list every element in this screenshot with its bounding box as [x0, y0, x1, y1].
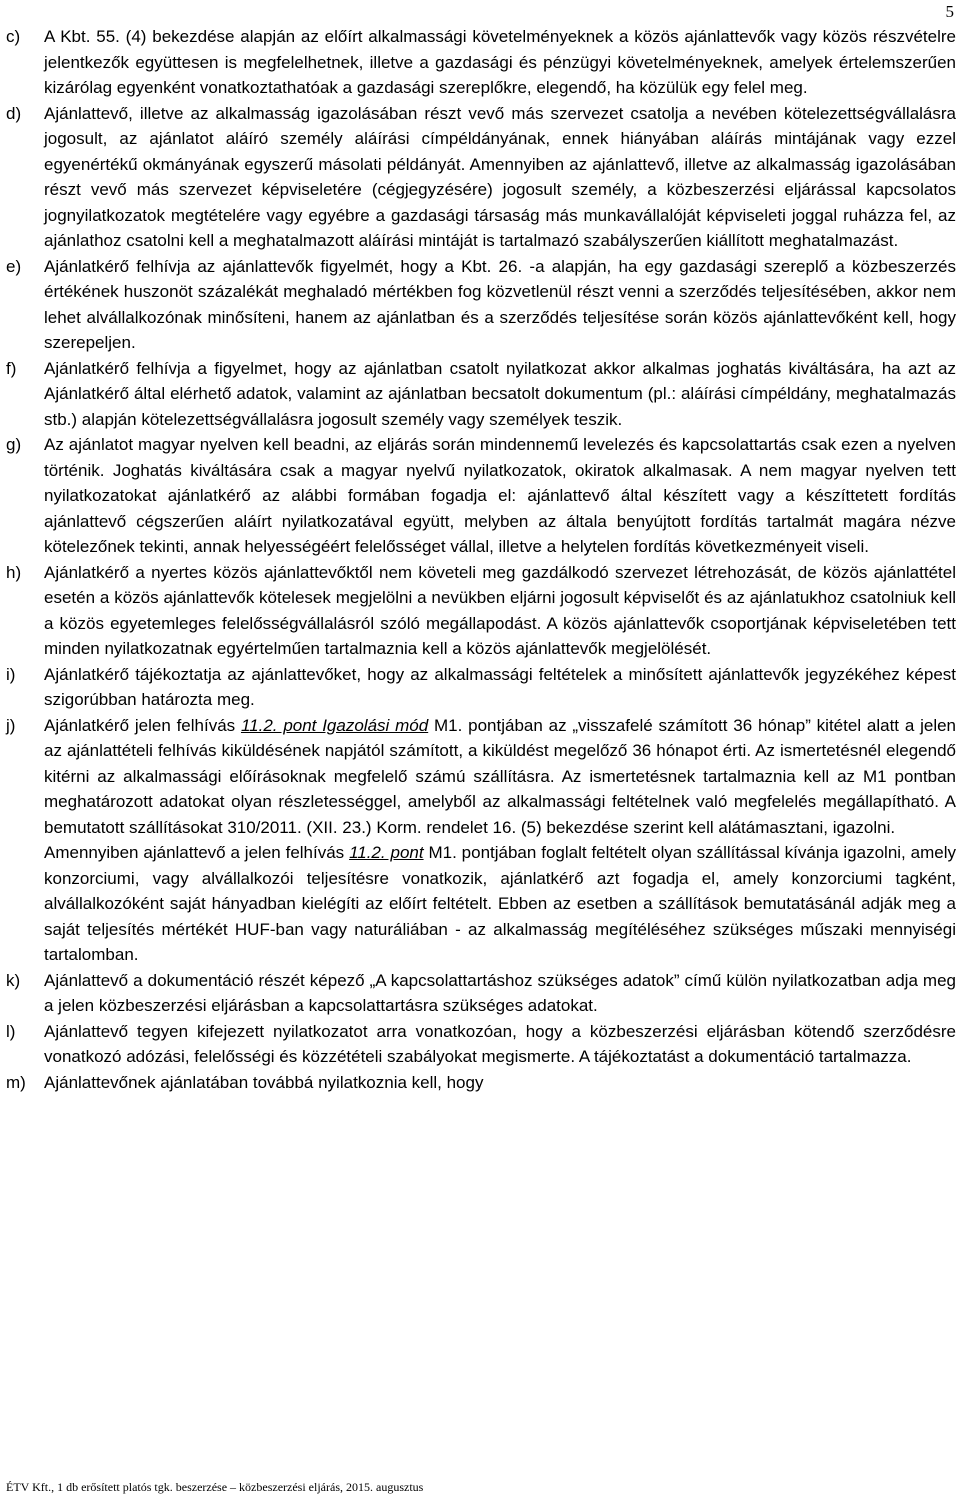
- section-reference-link: 11.2. pont: [349, 843, 424, 862]
- item-text: Ajánlatkérő felhívja az ajánlattevők figyelmét, hogy a Kbt. 26. -a alapján, ha egy gazdasági szereplő a közbeszerzés értékének huszonöt százalékát meghaladó mértékben fog közvetlenül részt venni a szerződés teljesítésében, akkor nem lehet alvállalkozónak minősíteni, hanem az ajánlatban és a szerződés teljesítése során közös ajánlattevőként kell, hogy szerepeljen.: [44, 256, 956, 352]
- item-text-part: Amennyiben ajánlattevő a jelen felhívás: [44, 843, 350, 862]
- item-text: A Kbt. 55. (4) bekezdése alapján az előírt alkalmassági követelményeknek a közös ajánlattevők vagy közös részvételre jelentkezők együttesen is megfelelhetnek, illetve a gazdasági és pénzügyi követelményeknek, amelyek értelemszerűen kizárólag egyenként vonatkoztathatóak a gazdasági szereplőkre, elegendő, ha közülük egy felel meg.: [44, 27, 956, 97]
- list-item-c: [6, 24, 956, 101]
- document-body: [6, 24, 956, 1095]
- item-label: d): [6, 103, 22, 123]
- page-number: 5: [945, 2, 954, 21]
- list-item-j-continuation: [6, 840, 956, 968]
- item-text-part: M1. pontjában az „visszafelé számított 36 hónap” kitétel alatt a jelen az ajánlattételi felhívás kiküldésének napjától számított, a kiküldést megelőző 36 hónapot érti. Az ismertetésnél elegendő kitérni az alkalmassági előírásoknak megfelelő számú szállításra. Az ismertetésnek tartalmaznia kell az M1 pontban meghatározott adatokat olyan részletességgel, amelyből az alkalmassági feltételnek való megfelelés megállapítható. A bemutatott szállításokat 310/2011. (XII. 23.) Korm. rendelet 16. (5) bekezdése szerint kell alátámasztani, igazolni.: [44, 715, 956, 837]
- item-text-part: Ajánlatkérő jelen felhívás: [44, 715, 241, 735]
- item-label: f): [6, 358, 17, 378]
- item-text-part: M1. pontjában foglalt feltételt olyan szállítással kívánja igazolni, amely konzorciumi, vagy alvállalkozói teljesítésre vonatkozik, ajánlatkérő azt fogadja el, amely konzorciumi tagként, alvállalkozóként saját hányadban kielégíti az előírt feltételt. Ebben az esetben a szállítások bemutatásánál adják meg a saját teljesítés mértékét HUF-ban vagy naturáliában - az alkalmasság megítéléséhez szükséges műszaki mennyiségi tartalomban.: [44, 843, 956, 964]
- item-label: c): [6, 27, 21, 46]
- item-label: g): [6, 435, 22, 454]
- list-item-j: [6, 713, 956, 841]
- list-item-e: [6, 254, 956, 356]
- section-reference-link: 11.2. pont Igazolási mód: [240, 715, 429, 735]
- item-label: l): [6, 1021, 16, 1041]
- list-item-h: [6, 560, 956, 662]
- item-text: Ajánlattevőnek ajánlatában továbbá nyilatkoznia kell, hogy: [44, 1072, 484, 1092]
- list-item-f: [6, 356, 956, 433]
- page-footer: ÉTV Kft., 1 db erősített platós tgk. beszerzése – közbeszerzési eljárás, 2015. augusztus: [6, 1480, 424, 1494]
- item-text: Ajánlattevő, illetve az alkalmasság igazolásában részt vevő más szervezet csatolja a nevében kötelezettségvállalásra jogosult, az ajánlatot aláíró személy aláírási címpéldányának, ennek hiányában aláírás mintájának vagy ezzel egyenértékű okmányának egyszerű másolati példányát. Amennyiben az ajánlattevő, illetve az alkalmasság igazolásában részt vevő más szervezet képviseletére (cégjegyzésére) jogosult személy, a közbeszerzési eljárással kapcsolatos jognyilatkozatok megtételére vagy egyébre a gazdasági társaság más munkavállalóját képviseleti joggal ruházza fel, az ajánlathoz csatolni kell a meghatalmazott aláírási mintáját is tartalmazó szabályszerűen kiállított meghatalmazást.: [44, 103, 956, 250]
- item-text: Ajánlatkérő tájékoztatja az ajánlattevőket, hogy az alkalmassági feltételek a minősített ajánlattevők jegyzékéhez képest szigorúbban határozta meg.: [44, 664, 956, 709]
- item-text: Ajánlatkérő a nyertes közös ajánlattevőktől nem követeli meg gazdálkodó szervezet létrehozását, de közös ajánlattétel esetén a közös ajánlattevők kötelesek megjelölni a nevükben eljárni jogosult képviselőt és az ajánlatukhoz csatolniuk kell a közös egyetemleges felelősségvállalásról szóló megállapodást. A közös ajánlattevők csoportjának képviseletében tett minden nyilatkozatnak egyértelműen tartalmaznia kell a közös ajánlattevők megjelölését.: [44, 562, 956, 658]
- list-item-k: [6, 968, 956, 1019]
- list-item-i: [6, 662, 956, 713]
- item-label: k): [6, 970, 21, 990]
- list-item-m: [6, 1070, 956, 1096]
- item-label: m): [6, 1072, 26, 1092]
- item-label: j): [6, 715, 16, 735]
- list-item-l: [6, 1019, 956, 1070]
- item-label: e): [6, 256, 22, 276]
- item-text: Ajánlattevő tegyen kifejezett nyilatkozatot arra vonatkozóan, hogy a közbeszerzési eljárásban kötendő szerződésre vonatkozó adózási, felelősségi és közzétételi szabályokat megismerte. A tájékoztatást a dokumentáció tartalmazza.: [44, 1021, 956, 1066]
- item-label: h): [6, 562, 22, 582]
- item-text: Ajánlattevő a dokumentáció részét képező „A kapcsolattartáshoz szükséges adatok” című külön nyilatkozatban adja meg a jelen közbeszerzési eljárásban a kapcsolattartásra szükséges adatokat.: [44, 970, 956, 1015]
- item-text: Az ajánlatot magyar nyelven kell beadni, az eljárás során mindennemű levelezés és kapcsolattartás csak ezen a nyelven történik. Joghatás kiváltására csak a magyar nyelvű nyilatkozatok, okiratok alkalmasak. A nem magyar nyelven tett nyilatkozatokat ajánlatkérő az alábbi formában fogadja el: ajánlattevő által készített vagy a készíttetett fordítás ajánlattevő cégszerűen aláírt nyilatkozatával együtt, melyben az általa benyújtott fordítás tartalmát magára nézve kötelezőnek tekinti, annak helyességéért felelősséget vállal, illetve a helytelen fordítás következményeit viseli.: [44, 435, 956, 556]
- item-text: Ajánlatkérő felhívja a figyelmet, hogy az ajánlatban csatolt nyilatkozat akkor alkalmas joghatás kiváltására, ha azt az Ajánlatkérő által elérhető adatok, valamint az ajánlatban becsatolt dokumentum (pl.: aláírási címpéldány, meghatalmazás stb.) alapján kötelezettségvállalásra jogosult személy vagy személyek teszik.: [44, 358, 956, 429]
- list-item-d: [6, 101, 956, 254]
- item-label: i): [6, 664, 16, 684]
- item-text: [44, 713, 956, 841]
- list-item-g: [6, 432, 956, 560]
